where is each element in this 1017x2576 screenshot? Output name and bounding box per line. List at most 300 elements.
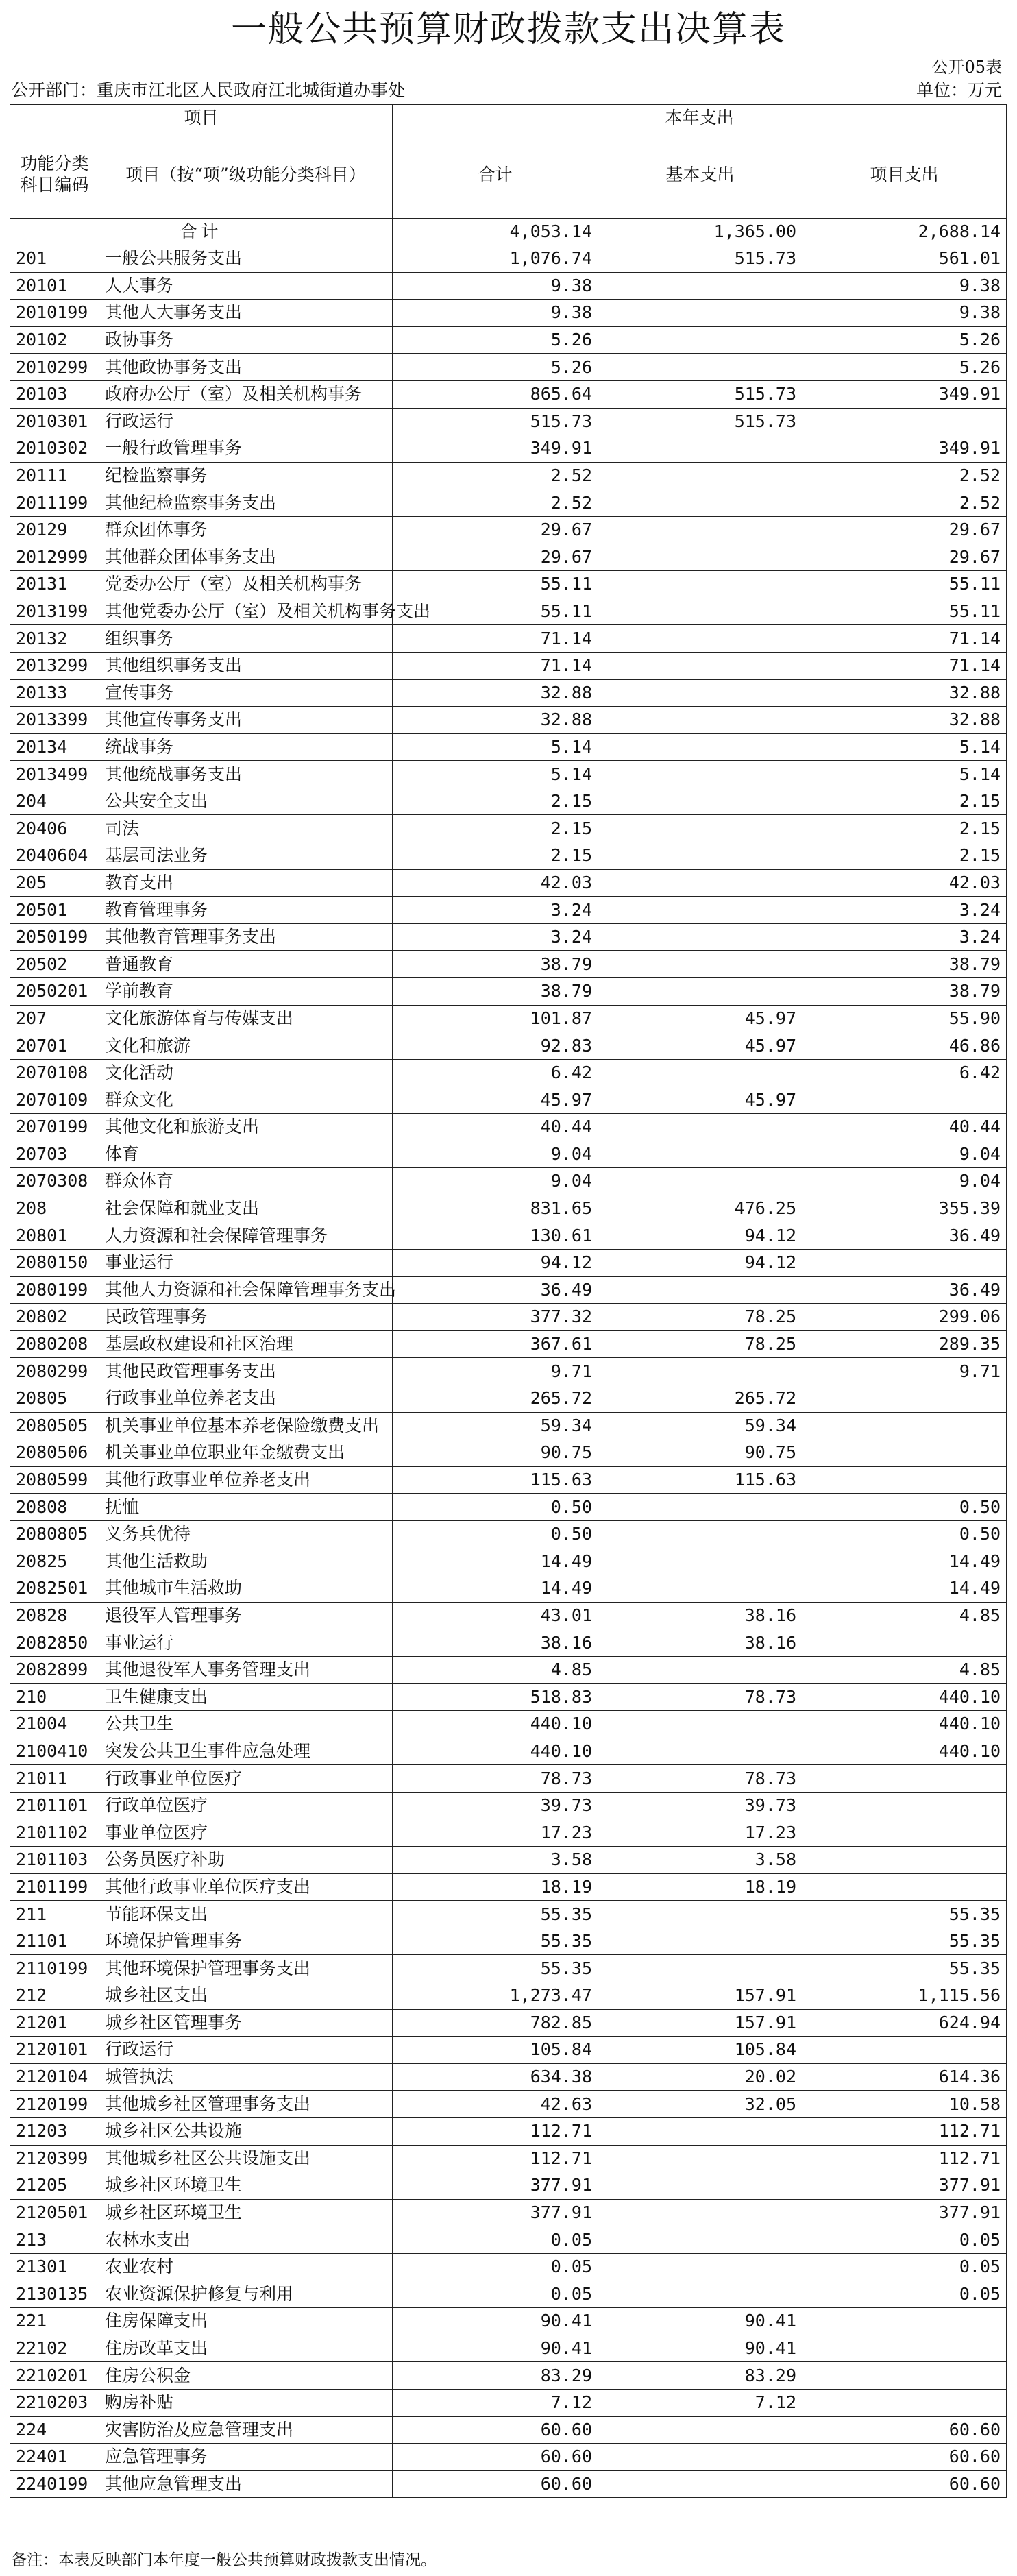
row-project <box>802 2389 1007 2416</box>
row-code: 21203 <box>10 2117 99 2145</box>
table-row <box>10 2308 1007 2335</box>
row-code: 21301 <box>10 2253 99 2281</box>
row-total: 1,076.74 <box>393 245 598 273</box>
row-project: 440.10 <box>802 1711 1007 1738</box>
row-project: 614.36 <box>802 2063 1007 2091</box>
row-basic: 78.73 <box>598 1684 802 1711</box>
row-name: 人力资源和社会保障管理事务 <box>99 1222 393 1250</box>
row-code: 20103 <box>10 380 99 408</box>
row-total: 9.04 <box>393 1168 598 1195</box>
row-project: 0.05 <box>802 2253 1007 2281</box>
row-code: 2013199 <box>10 598 99 625</box>
row-name: 其他党委办公厅（室）及相关机构事务支出 <box>99 598 393 625</box>
row-code: 211 <box>10 1901 99 1928</box>
row-basic <box>598 951 802 978</box>
row-name: 其他民政管理事务支出 <box>99 1358 393 1385</box>
row-code: 2013499 <box>10 761 99 788</box>
row-project <box>802 1466 1007 1494</box>
total-sum: 4,053.14 <box>393 219 598 245</box>
row-name: 一般行政管理事务 <box>99 435 393 463</box>
header-row-top <box>10 105 1007 130</box>
row-name: 其他文化和旅游支出 <box>99 1114 393 1141</box>
unit-label: 单位：万元 <box>916 80 1002 100</box>
row-total: 130.61 <box>393 1222 598 1250</box>
table-row <box>10 1765 1007 1793</box>
row-code: 2082899 <box>10 1656 99 1684</box>
row-basic: 90.75 <box>598 1439 802 1467</box>
row-name: 城乡社区环境卫生 <box>99 2172 393 2200</box>
row-total: 45.97 <box>393 1086 598 1114</box>
row-basic <box>598 842 802 870</box>
row-project <box>802 1819 1007 1847</box>
row-name: 事业运行 <box>99 1629 393 1657</box>
row-name: 行政事业单位养老支出 <box>99 1385 393 1412</box>
row-project: 0.50 <box>802 1494 1007 1521</box>
row-basic <box>598 354 802 381</box>
row-total: 29.67 <box>393 544 598 571</box>
table-row <box>10 598 1007 625</box>
row-project: 3.24 <box>802 897 1007 924</box>
row-code: 21004 <box>10 1711 99 1738</box>
row-name: 教育管理事务 <box>99 897 393 924</box>
row-project <box>802 1412 1007 1439</box>
row-code: 2120501 <box>10 2199 99 2226</box>
row-name: 其他应急管理支出 <box>99 2470 393 2498</box>
table-row <box>10 2117 1007 2145</box>
row-basic <box>598 1520 802 1548</box>
row-total: 112.71 <box>393 2117 598 2145</box>
row-name: 行政运行 <box>99 408 393 435</box>
row-basic <box>598 1059 802 1086</box>
header-project: 项目 <box>10 105 393 130</box>
row-name: 退役军人管理事务 <box>99 1602 393 1629</box>
table-row <box>10 1195 1007 1222</box>
row-basic <box>598 2117 802 2145</box>
row-code: 2080199 <box>10 1276 99 1304</box>
row-code: 21011 <box>10 1765 99 1793</box>
row-basic <box>598 897 802 924</box>
row-total: 9.04 <box>393 1141 598 1168</box>
row-name: 文化旅游体育与传媒支出 <box>99 1005 393 1032</box>
row-project: 2.52 <box>802 489 1007 517</box>
row-project: 32.88 <box>802 707 1007 734</box>
row-code: 224 <box>10 2416 99 2444</box>
row-project: 55.35 <box>802 1955 1007 1982</box>
row-project: 2.15 <box>802 842 1007 870</box>
row-basic: 90.41 <box>598 2308 802 2335</box>
row-project: 29.67 <box>802 544 1007 571</box>
row-name: 行政运行 <box>99 2037 393 2064</box>
row-basic: 515.73 <box>598 408 802 435</box>
row-project <box>802 1249 1007 1276</box>
row-basic: 90.41 <box>598 2335 802 2362</box>
row-code: 20134 <box>10 733 99 761</box>
row-basic <box>598 2226 802 2254</box>
table-row <box>10 2063 1007 2091</box>
table-row <box>10 2335 1007 2362</box>
form-code: 公开05表 <box>931 58 1002 77</box>
row-project <box>802 1086 1007 1114</box>
row-code: 205 <box>10 869 99 897</box>
row-basic <box>598 2199 802 2226</box>
row-basic <box>598 326 802 354</box>
row-total: 55.35 <box>393 1928 598 1955</box>
table-row <box>10 354 1007 381</box>
table-row <box>10 1575 1007 1603</box>
row-code: 20801 <box>10 1222 99 1250</box>
row-basic <box>598 2281 802 2308</box>
row-name: 其他群众团体事务支出 <box>99 544 393 571</box>
row-project: 2.52 <box>802 462 1007 489</box>
row-basic: 45.97 <box>598 1086 802 1114</box>
row-total: 55.35 <box>393 1955 598 1982</box>
row-code: 2120199 <box>10 2091 99 2118</box>
table-row <box>10 1548 1007 1575</box>
row-total: 55.11 <box>393 571 598 598</box>
row-project <box>802 1792 1007 1819</box>
row-code: 2080599 <box>10 1466 99 1494</box>
row-project: 55.35 <box>802 1901 1007 1928</box>
row-basic <box>598 815 802 842</box>
row-code: 20102 <box>10 326 99 354</box>
row-total: 59.34 <box>393 1412 598 1439</box>
row-code: 2010301 <box>10 408 99 435</box>
row-total: 0.05 <box>393 2281 598 2308</box>
table-row <box>10 1520 1007 1548</box>
row-project: 4.85 <box>802 1656 1007 1684</box>
row-total: 2.52 <box>393 462 598 489</box>
table-row <box>10 2091 1007 2118</box>
row-name: 教育支出 <box>99 869 393 897</box>
row-basic: 94.12 <box>598 1249 802 1276</box>
table-row <box>10 951 1007 978</box>
row-name: 其他纪检监察事务支出 <box>99 489 393 517</box>
row-code: 2082850 <box>10 1629 99 1657</box>
row-total: 377.91 <box>393 2199 598 2226</box>
row-name: 城乡社区环境卫生 <box>99 2199 393 2226</box>
row-basic <box>598 1711 802 1738</box>
row-code: 204 <box>10 788 99 815</box>
row-project <box>802 1765 1007 1793</box>
row-project: 36.49 <box>802 1276 1007 1304</box>
row-name: 人大事务 <box>99 272 393 300</box>
row-name: 环境保护管理事务 <box>99 1928 393 1955</box>
table-row <box>10 2009 1007 2037</box>
row-code: 2210201 <box>10 2362 99 2390</box>
row-total: 5.26 <box>393 326 598 354</box>
table-row <box>10 1873 1007 1901</box>
table-row <box>10 2362 1007 2390</box>
row-code: 20701 <box>10 1032 99 1060</box>
row-basic <box>598 1494 802 1521</box>
row-project <box>802 1629 1007 1657</box>
row-project: 60.60 <box>802 2444 1007 2471</box>
row-project: 2.15 <box>802 815 1007 842</box>
row-name: 基层司法业务 <box>99 842 393 870</box>
table-row <box>10 300 1007 327</box>
row-basic: 157.91 <box>598 2009 802 2037</box>
row-code: 2120101 <box>10 2037 99 2064</box>
row-code: 2080299 <box>10 1358 99 1385</box>
row-name: 体育 <box>99 1141 393 1168</box>
table-row <box>10 1684 1007 1711</box>
row-name: 一般公共服务支出 <box>99 245 393 273</box>
header-name: 项目（按“项”级功能分类科目） <box>99 130 393 219</box>
row-total: 7.12 <box>393 2389 598 2416</box>
row-code: 2101102 <box>10 1819 99 1847</box>
row-total: 3.24 <box>393 923 598 951</box>
row-basic <box>598 978 802 1006</box>
row-project: 55.90 <box>802 1005 1007 1032</box>
table-row <box>10 1901 1007 1928</box>
row-basic: 7.12 <box>598 2389 802 2416</box>
row-code: 20501 <box>10 897 99 924</box>
row-total: 0.05 <box>393 2226 598 2254</box>
row-basic <box>598 625 802 653</box>
row-total: 0.50 <box>393 1520 598 1548</box>
row-total: 5.14 <box>393 761 598 788</box>
row-total: 3.24 <box>393 897 598 924</box>
row-code: 22102 <box>10 2335 99 2362</box>
row-total: 865.64 <box>393 380 598 408</box>
row-total: 36.49 <box>393 1276 598 1304</box>
row-project: 10.58 <box>802 2091 1007 2118</box>
row-total: 43.01 <box>393 1602 598 1629</box>
row-name: 群众体育 <box>99 1168 393 1195</box>
row-basic <box>598 516 802 544</box>
row-name: 群众团体事务 <box>99 516 393 544</box>
row-basic: 157.91 <box>598 1982 802 2010</box>
row-basic <box>598 2470 802 2498</box>
row-code: 20406 <box>10 815 99 842</box>
row-basic: 515.73 <box>598 245 802 273</box>
table-row <box>10 869 1007 897</box>
row-basic <box>598 1901 802 1928</box>
row-project: 5.26 <box>802 326 1007 354</box>
row-name: 其他组织事务支出 <box>99 652 393 679</box>
row-basic: 18.19 <box>598 1873 802 1901</box>
row-basic: 45.97 <box>598 1005 802 1032</box>
row-name: 节能环保支出 <box>99 1901 393 1928</box>
row-code: 2080208 <box>10 1330 99 1358</box>
row-code: 2070109 <box>10 1086 99 1114</box>
row-total: 60.60 <box>393 2470 598 2498</box>
row-total: 782.85 <box>393 2009 598 2037</box>
row-project: 377.91 <box>802 2199 1007 2226</box>
row-code: 20805 <box>10 1385 99 1412</box>
row-project: 355.39 <box>802 1195 1007 1222</box>
table-row <box>10 1032 1007 1060</box>
row-code: 20828 <box>10 1602 99 1629</box>
row-code: 20802 <box>10 1304 99 1331</box>
table-row <box>10 1955 1007 1982</box>
row-name: 义务兵优待 <box>99 1520 393 1548</box>
row-basic <box>598 707 802 734</box>
row-basic <box>598 489 802 517</box>
table-row <box>10 1494 1007 1521</box>
row-basic: 115.63 <box>598 1466 802 1494</box>
row-name: 卫生健康支出 <box>99 1684 393 1711</box>
table-row <box>10 707 1007 734</box>
row-name: 农业资源保护修复与利用 <box>99 2281 393 2308</box>
row-basic: 20.02 <box>598 2063 802 2091</box>
row-total: 90.75 <box>393 1439 598 1467</box>
table-row <box>10 380 1007 408</box>
row-name: 宣传事务 <box>99 679 393 707</box>
row-name: 文化和旅游 <box>99 1032 393 1060</box>
table-row <box>10 897 1007 924</box>
row-name: 其他人力资源和社会保障管理事务支出 <box>99 1276 393 1304</box>
row-basic: 38.16 <box>598 1602 802 1629</box>
row-basic: 515.73 <box>598 380 802 408</box>
row-name: 城乡社区管理事务 <box>99 2009 393 2037</box>
row-name: 事业运行 <box>99 1249 393 1276</box>
row-basic: 32.05 <box>598 2091 802 2118</box>
row-project <box>802 2335 1007 2362</box>
row-basic <box>598 679 802 707</box>
row-code: 221 <box>10 2308 99 2335</box>
row-total: 515.73 <box>393 408 598 435</box>
row-name: 其他环境保护管理事务支出 <box>99 1955 393 1982</box>
row-basic <box>598 1955 802 1982</box>
row-project: 5.14 <box>802 761 1007 788</box>
row-name: 基层政权建设和社区治理 <box>99 1330 393 1358</box>
row-basic: 78.25 <box>598 1304 802 1331</box>
row-basic: 39.73 <box>598 1792 802 1819</box>
row-project: 349.91 <box>802 380 1007 408</box>
row-total: 831.65 <box>393 1195 598 1222</box>
row-name: 城管执法 <box>99 2063 393 2091</box>
row-basic: 94.12 <box>598 1222 802 1250</box>
header-total: 合计 <box>393 130 598 219</box>
total-basic: 1,365.00 <box>598 219 802 245</box>
row-total: 14.49 <box>393 1575 598 1603</box>
row-total: 29.67 <box>393 516 598 544</box>
table-row <box>10 2389 1007 2416</box>
row-name: 其他宣传事务支出 <box>99 707 393 734</box>
row-total: 14.49 <box>393 1548 598 1575</box>
row-code: 2013399 <box>10 707 99 734</box>
row-code: 2040604 <box>10 842 99 870</box>
row-project: 32.88 <box>802 679 1007 707</box>
page-title: 一般公共预算财政拨款支出决算表 <box>230 9 786 50</box>
table-row <box>10 1385 1007 1412</box>
table-row <box>10 978 1007 1006</box>
row-basic <box>598 544 802 571</box>
table-row <box>10 1466 1007 1494</box>
row-code: 2101101 <box>10 1792 99 1819</box>
row-name: 其他行政事业单位医疗支出 <box>99 1873 393 1901</box>
row-name: 突发公共卫生事件应急处理 <box>99 1738 393 1765</box>
row-basic <box>598 2145 802 2172</box>
table-row <box>10 245 1007 273</box>
table-row <box>10 2145 1007 2172</box>
row-total: 90.41 <box>393 2308 598 2335</box>
row-basic: 17.23 <box>598 1819 802 1847</box>
row-code: 20111 <box>10 462 99 489</box>
table-row <box>10 1249 1007 1276</box>
row-project: 9.04 <box>802 1168 1007 1195</box>
row-total: 0.50 <box>393 1494 598 1521</box>
row-basic <box>598 1575 802 1603</box>
row-code: 20131 <box>10 571 99 598</box>
row-name: 其他城乡社区管理事务支出 <box>99 2091 393 2118</box>
row-code: 2120399 <box>10 2145 99 2172</box>
row-basic <box>598 1114 802 1141</box>
row-total: 83.29 <box>393 2362 598 2390</box>
total-label: 合计 <box>10 219 393 245</box>
table-row <box>10 761 1007 788</box>
row-project: 42.03 <box>802 869 1007 897</box>
row-total: 440.10 <box>393 1711 598 1738</box>
row-name: 政协事务 <box>99 326 393 354</box>
table-row <box>10 1141 1007 1168</box>
table-row <box>10 1602 1007 1629</box>
row-basic: 265.72 <box>598 1385 802 1412</box>
row-code: 2120104 <box>10 2063 99 2091</box>
row-total: 2.52 <box>393 489 598 517</box>
table-row <box>10 516 1007 544</box>
row-name: 社会保障和就业支出 <box>99 1195 393 1222</box>
row-code: 20101 <box>10 272 99 300</box>
table-row <box>10 1168 1007 1195</box>
row-total: 38.79 <box>393 951 598 978</box>
row-name: 公共安全支出 <box>99 788 393 815</box>
row-name: 抚恤 <box>99 1494 393 1521</box>
row-code: 2101103 <box>10 1847 99 1874</box>
row-total: 18.19 <box>393 1873 598 1901</box>
row-name: 机关事业单位职业年金缴费支出 <box>99 1439 393 1467</box>
row-total: 9.38 <box>393 300 598 327</box>
row-basic <box>598 1358 802 1385</box>
table-row <box>10 1439 1007 1467</box>
row-code: 2082501 <box>10 1575 99 1603</box>
table-row <box>10 544 1007 571</box>
row-basic: 78.73 <box>598 1765 802 1793</box>
row-basic <box>598 1548 802 1575</box>
table-row <box>10 272 1007 300</box>
row-project: 624.94 <box>802 2009 1007 2037</box>
row-project: 4.85 <box>802 1602 1007 1629</box>
row-basic: 38.16 <box>598 1629 802 1657</box>
table-row <box>10 1358 1007 1385</box>
table-row <box>10 815 1007 842</box>
total-project: 2,688.14 <box>802 219 1007 245</box>
row-name: 其他政协事务支出 <box>99 354 393 381</box>
row-basic <box>598 1276 802 1304</box>
table-row <box>10 408 1007 435</box>
table-row <box>10 1086 1007 1114</box>
table-row <box>10 1330 1007 1358</box>
row-project: 46.86 <box>802 1032 1007 1060</box>
row-project: 1,115.56 <box>802 1982 1007 2010</box>
row-name: 住房公积金 <box>99 2362 393 2390</box>
table-row <box>10 1819 1007 1847</box>
row-name: 行政单位医疗 <box>99 1792 393 1819</box>
row-project: 38.79 <box>802 951 1007 978</box>
row-code: 21201 <box>10 2009 99 2037</box>
table-row <box>10 2416 1007 2444</box>
row-total: 55.11 <box>393 598 598 625</box>
row-total: 38.16 <box>393 1629 598 1657</box>
row-project: 36.49 <box>802 1222 1007 1250</box>
row-basic <box>598 435 802 463</box>
table-row <box>10 679 1007 707</box>
row-project: 9.71 <box>802 1358 1007 1385</box>
row-code: 20703 <box>10 1141 99 1168</box>
row-code: 2011199 <box>10 489 99 517</box>
row-name: 其他统战事务支出 <box>99 761 393 788</box>
